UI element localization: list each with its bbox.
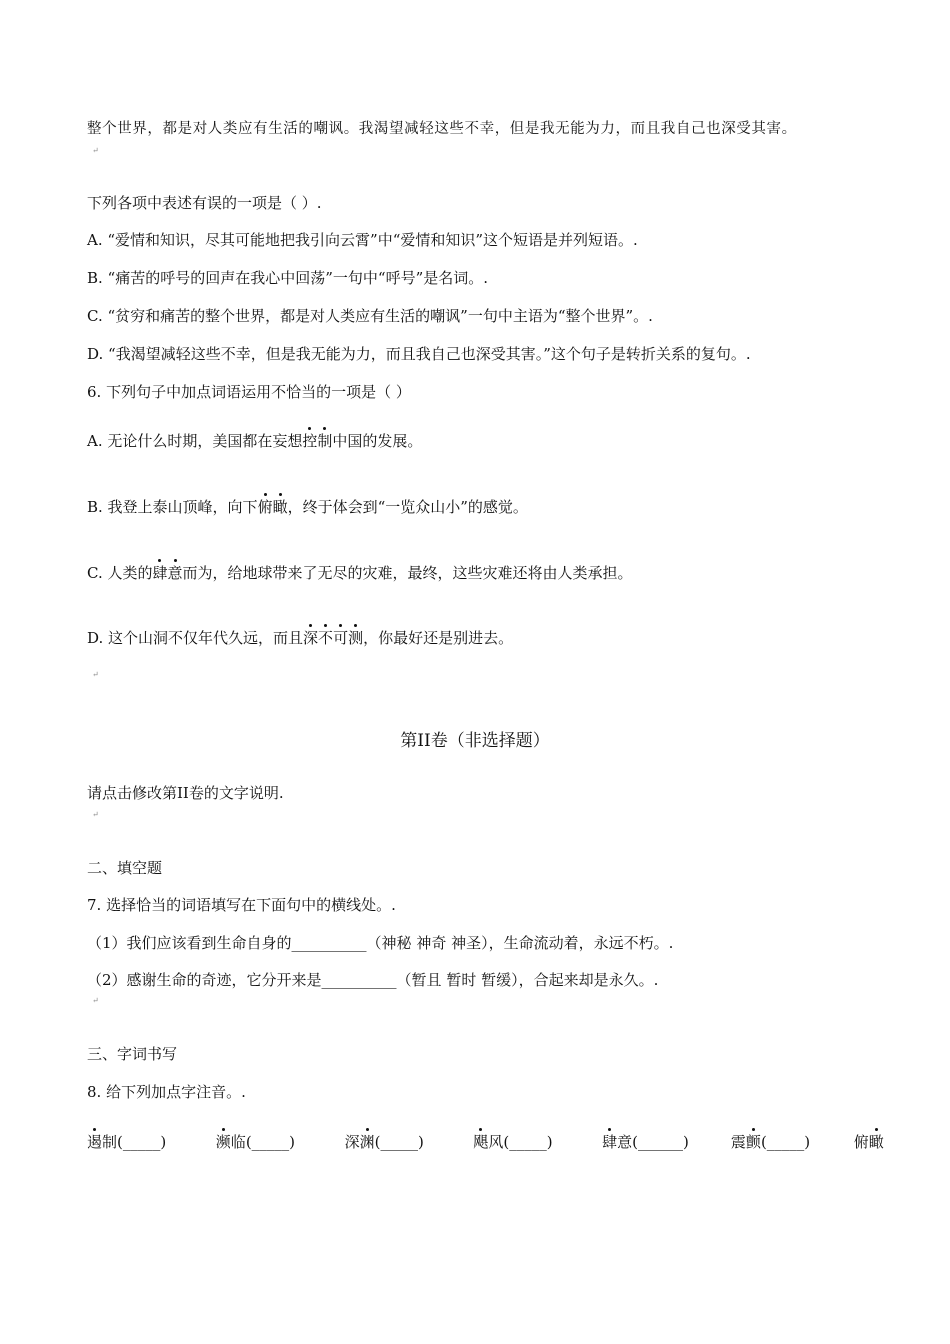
q8-word-row — [87, 1131, 884, 1153]
q5-stem: 下列各项中表述有误的一项是（ ）. — [87, 194, 322, 212]
dotted-char: 遏 — [87, 1133, 103, 1151]
q7-item-2: （2）感谢生命的奇迹，它分开来是__________（暂且 暂时 暂缓），合起来却是永久。. — [87, 971, 659, 989]
paragraph-text: 整个世界，都是对人类应有生活的嘲讽。我渴望减轻这些不幸，但是我无能为力，而且我自己也深受其害。 — [87, 121, 797, 137]
paragraph-mark: ↵ — [92, 670, 99, 679]
q6-c-pre: C. 人类的 — [87, 564, 153, 582]
dotted-char: 飓 — [473, 1133, 489, 1151]
q8-stem: 8. 给下列加点字注音。. — [87, 1083, 246, 1101]
q6-stem: 6. 下列句子中加点词语运用不恰当的一项是（ ） — [87, 383, 411, 401]
q6-option-d — [87, 627, 513, 649]
paragraph-continuation — [87, 118, 797, 140]
dotted-char: 深 — [303, 629, 319, 647]
section-ii-description: 请点击修改第II卷的文字说明. — [87, 784, 284, 802]
q6-option-a — [87, 430, 422, 452]
dotted-char: 濒 — [215, 1133, 231, 1151]
part3-heading: 三、字词书写 — [87, 1045, 178, 1063]
dotted-char: 可 — [333, 629, 349, 647]
q6-a-post: 中国的发展。 — [332, 432, 423, 450]
answer-blank: (_____) — [760, 1133, 811, 1151]
dotted-char: 不 — [318, 629, 334, 647]
q8-item: 俯瞰 — [853, 1133, 884, 1151]
q6-a-pre: A. 无论什么时期，美国都在妄想 — [87, 432, 303, 450]
q6-option-c — [87, 562, 633, 584]
dotted-char: 肆 — [602, 1133, 618, 1151]
q6-c-post: 而为，给地球带来了无尽的灾难，最终，这些灾难还将由人类承担。 — [182, 564, 633, 582]
part2-heading: 二、填空题 — [87, 859, 163, 877]
dotted-char: 肆 — [152, 564, 168, 582]
dotted-char: 控 — [302, 432, 318, 450]
q8-item: 肆意(______) — [602, 1133, 689, 1151]
dotted-char: 渊 — [359, 1133, 375, 1151]
q5-option-b: B. “痛苦的呼号的回声在我心中回荡”一句中“呼号”是名词。. — [87, 269, 489, 287]
paragraph-mark: ↵ — [92, 146, 99, 155]
q6-b-post: ，终于体会到“一览众山小”的感觉。 — [287, 498, 528, 516]
q8-item: 震颤(_____) — [730, 1133, 811, 1151]
q7-stem: 7. 选择恰当的词语填写在下面句中的横线处。. — [87, 896, 396, 914]
dotted-char: 俯 — [257, 498, 273, 516]
dotted-char: 颤 — [745, 1133, 761, 1151]
q6-d-pre: D. 这个山洞不仅年代久远，而且 — [87, 629, 304, 647]
q8-item: 濒临(_____) — [215, 1133, 296, 1151]
section-ii-title: 第II卷（非选择题） — [400, 731, 550, 751]
q6-d-post: ，你最好还是别进去。 — [363, 629, 514, 647]
q8-item: 飓风(_____) — [473, 1133, 553, 1151]
paragraph-mark: ↵ — [92, 810, 99, 819]
q6-option-b — [87, 496, 528, 518]
q5-option-a: A. “爱情和知识，尽其可能地把我引向云霄”中“爱情和知识”这个短语是并列短语。. — [87, 231, 638, 249]
q5-option-d: D. “我渴望减轻这些不幸，但是我无能为力，而且我自己也深受其害。”这个句子是转折关系的复句。. — [87, 345, 751, 363]
q7-item-1: （1）我们应该看到生命自身的__________（神秘 神奇 神圣），生命流动着，永远不朽。. — [87, 934, 674, 952]
q8-item: 遏制(_____) — [87, 1133, 167, 1151]
q8-item: 深渊(_____) — [344, 1133, 424, 1151]
answer-blank: (_____) — [503, 1133, 553, 1151]
answer-blank: (_____) — [117, 1133, 167, 1151]
dotted-char: 制 — [317, 432, 333, 450]
dotted-char: 测 — [348, 629, 364, 647]
dotted-char: 意 — [167, 564, 183, 582]
answer-blank: (_____) — [374, 1133, 424, 1151]
q6-b-pre: B. 我登上泰山顶峰，向下 — [87, 498, 258, 516]
dotted-char: 瞰 — [272, 498, 288, 516]
q5-option-c: C. “贫穷和痛苦的整个世界，都是对人类应有生活的嘲讽”一句中主语为“整个世界”。. — [87, 307, 653, 325]
answer-blank: (_____) — [245, 1133, 296, 1151]
paragraph-mark: ↵ — [92, 996, 99, 1005]
dotted-char: 瞰 — [868, 1133, 884, 1151]
answer-blank: (______) — [632, 1133, 689, 1151]
